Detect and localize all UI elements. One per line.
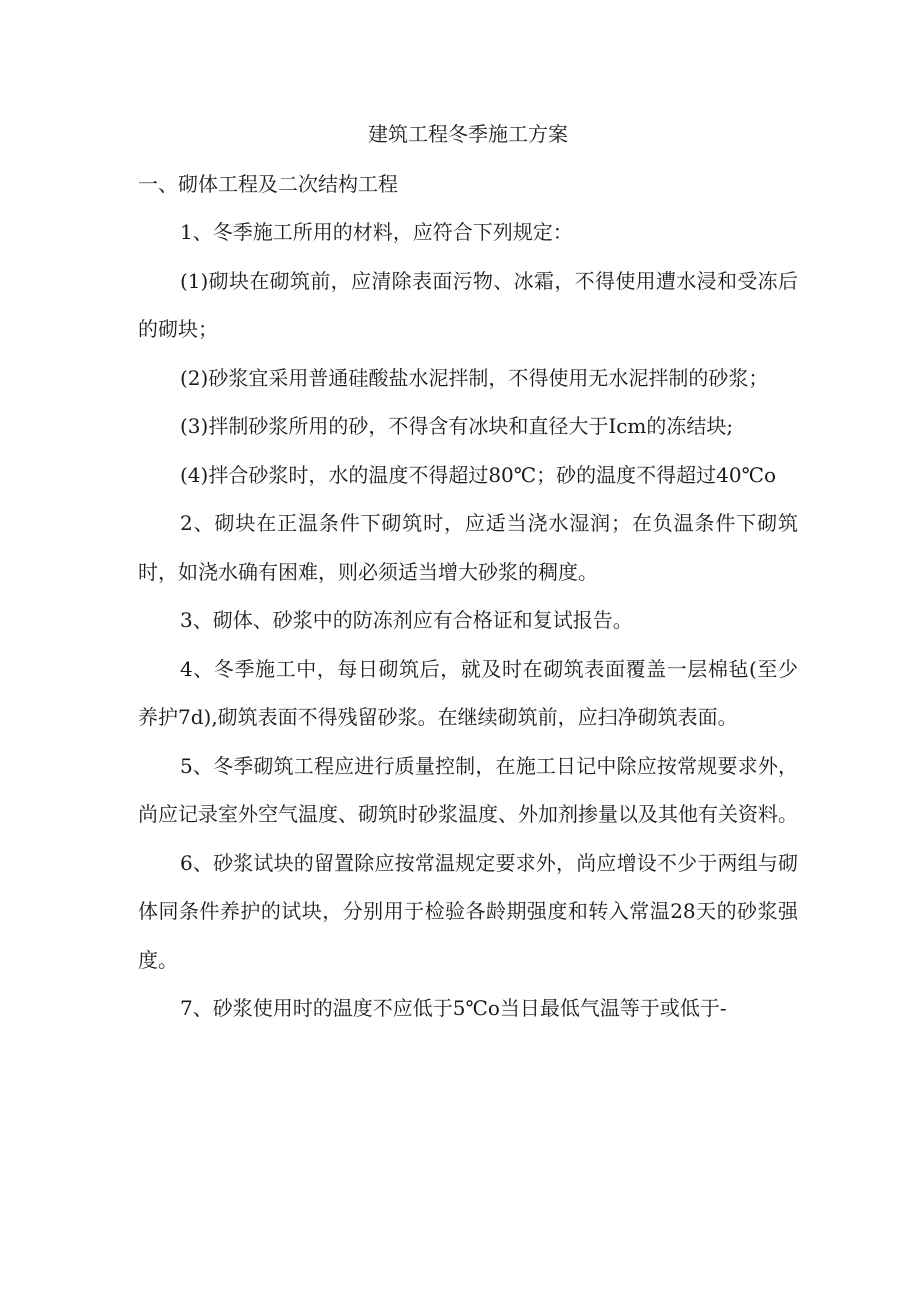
document-body [138, 110, 798, 1033]
paragraph-1-item-4: (4)拌合砂浆时，水的温度不得超过80℃；砂的温度不得超过40℃o [180, 462, 777, 487]
paragraph-3: 3、砌体、砂浆中的防冻剂应有合格证和复试报告。 [180, 608, 633, 632]
paragraph-7: 7、砂浆使用时的温度不应低于5℃o当日最低气温等于或低于- [180, 996, 727, 1020]
paragraph-1-item-1: (1)砌块在砌筑前，应清除表面污物、冰霜，不得使用遭水浸和受冻后的砌块； [138, 268, 798, 341]
paragraph-4: 4、冬季施工中，每日砌筑后，就及时在砌筑表面覆盖一层棉毡(至少养护7d),砌筑表面不得残留砂浆。在继续砌筑前，应扫净砌筑表面。 [138, 656, 798, 729]
document-title: 建筑工程冬季施工方案 [368, 122, 568, 146]
section-heading: 一、砌体工程及二次结构工程 [138, 172, 398, 196]
paragraph-5: 5、冬季砌筑工程应进行质量控制，在施工日记中除应按常规要求外，尚应记录室外空气温度、砌筑时砂浆温度、外加剂掺量以及其他有关资料。 [138, 753, 798, 826]
paragraph-6: 6、砂浆试块的留置除应按常温规定要求外，尚应增设不少于两组与砌体同条件养护的试块，分别用于检验各龄期强度和转入常温28天的砂浆强度。 [138, 850, 798, 972]
paragraph-1-item-3: (3)拌制砂浆所用的砂，不得含有冰块和直径大于Icm的冻结块; [180, 414, 734, 438]
paragraph-1-item-2: (2)砂浆宜采用普通硅酸盐水泥拌制，不得使用无水泥拌制的砂浆； [180, 365, 769, 390]
paragraph-1: 1、冬季施工所用的材料，应符合下列规定： [180, 220, 573, 244]
paragraph-2: 2、砌块在正温条件下砌筑时，应适当浇水湿润；在负温条件下砌筑时，如浇水确有困难，则必须适当增大砂浆的稠度。 [138, 511, 798, 584]
